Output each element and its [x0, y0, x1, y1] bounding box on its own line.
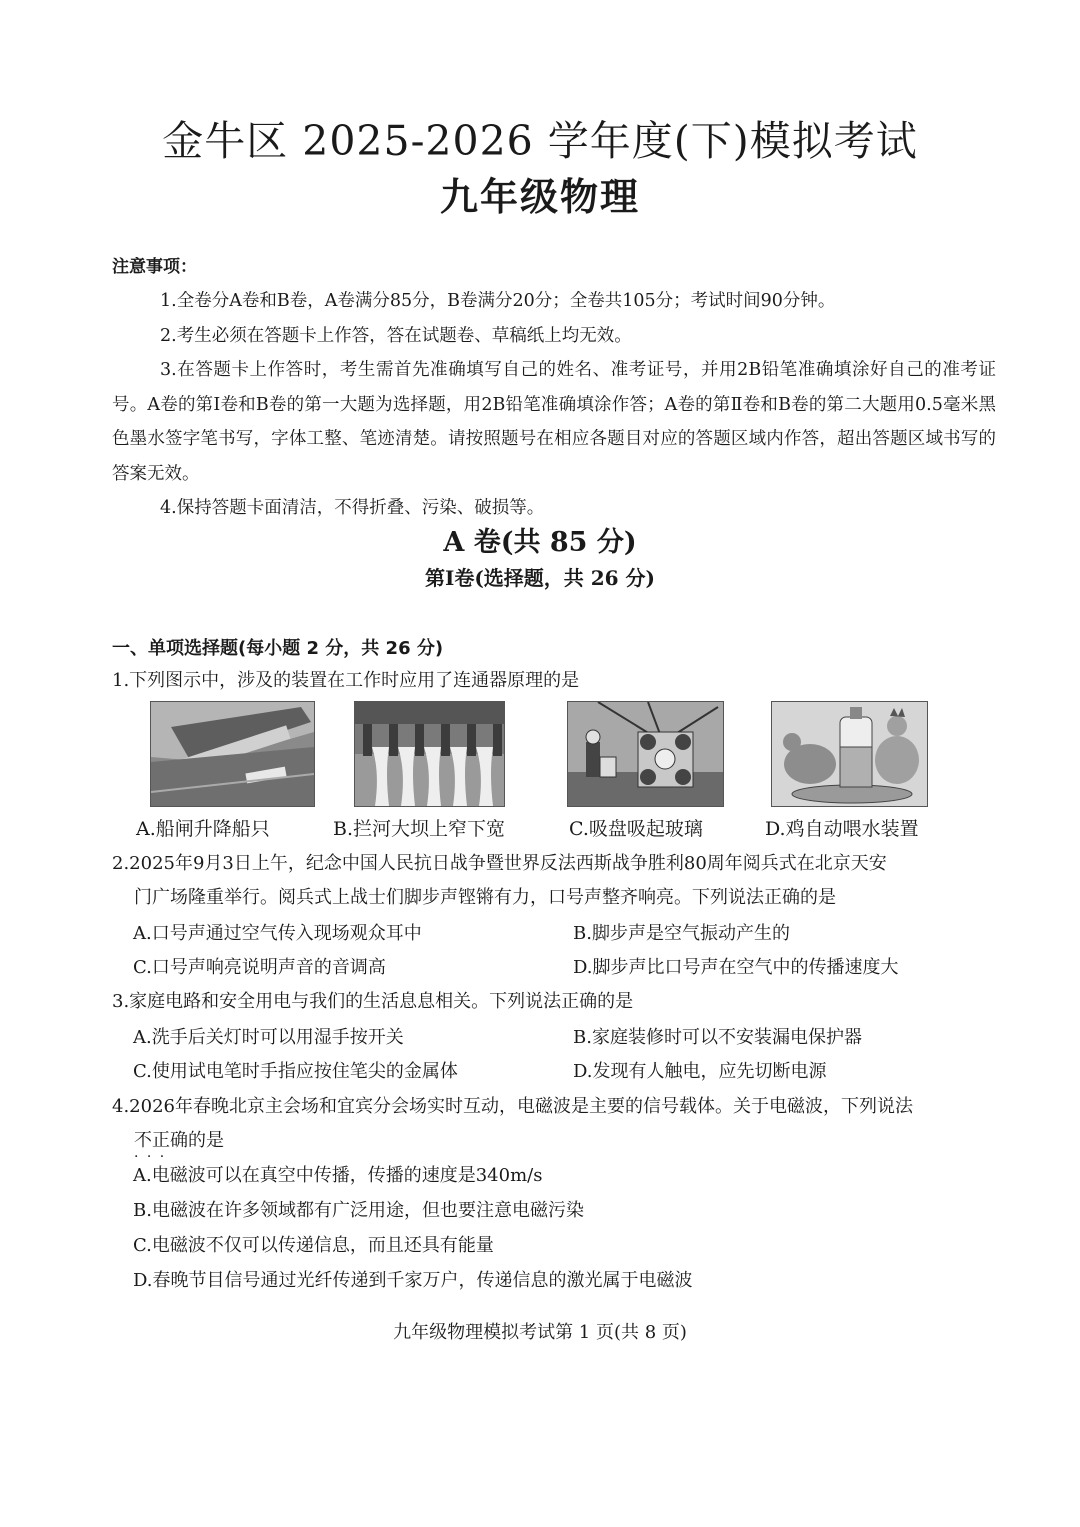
page-footer: 九年级物理模拟考试第 1 页(共 8 页) — [393, 1322, 687, 1343]
note-item: 4.保持答题卡面清洁，不得折叠、污染、破损等。 — [160, 498, 545, 518]
question-1-stem: 1.下列图示中，涉及的装置在工作时应用了连通器原理的是 — [112, 670, 580, 691]
notes-heading: 注意事项： — [112, 257, 197, 277]
q4-option-a: A.电磁波可以在真空中传播，传播的速度是340m/s — [133, 1165, 543, 1186]
question-4-options — [133, 1158, 993, 1298]
question-2-line1: 2.2025年9月3日上午，纪念中国人民抗日战争暨世界反法西斯战争胜利80周年阅兵式在北京天安 — [112, 853, 887, 874]
q2-option-b: B.脚步声是空气振动产生的 — [573, 923, 790, 944]
question-4-tail: 的是 — [188, 1130, 224, 1151]
question-4-stem — [112, 1090, 1002, 1158]
question-2-options — [133, 917, 993, 985]
q2-option-c: C.口号声响亮说明声音的音调高 — [133, 957, 386, 978]
question-4-line1: 4.2026年春晚北京主会场和宜宾分会场实时互动，电磁波是主要的信号载体。关于电磁波，下列说法 — [112, 1096, 913, 1117]
q4-option-d: D.春晚节目信号通过光纤传递到千家万户，传递信息的激光属于电磁波 — [133, 1270, 693, 1291]
notes-list — [112, 284, 996, 526]
part-one-heading: 一、单项选择题(每小题 2 分，共 26 分) — [112, 638, 444, 659]
q1-option-c: C.吸盘吸起玻璃 — [569, 818, 703, 840]
q1-option-b: B.拦河大坝上窄下宽 — [333, 818, 506, 840]
q4-option-b: B.电磁波在许多领域都有广泛用途，但也要注意电磁污染 — [133, 1200, 584, 1221]
q3-option-d: D.发现有人触电，应先切断电源 — [573, 1061, 827, 1082]
q4-option-c: C.电磁波不仅可以传递信息，而且还具有能量 — [133, 1235, 494, 1256]
q1-option-d: D.鸡自动喂水装置 — [765, 818, 919, 840]
exam-title: 金牛区 2025-2026 学年度(下)模拟考试 — [162, 117, 918, 165]
note-item: 2.考生必须在答题卡上作答，答在试题卷、草稿纸上均无效。 — [160, 325, 632, 346]
note-item: 1.全卷分A卷和B卷，A卷满分85分，B卷满分20分；全卷共105分；考试时间90分钟。 — [160, 291, 836, 311]
section-a-title: A 卷(共 85 分) — [443, 527, 637, 558]
q1-option-a: A.船闸升降船只 — [136, 818, 270, 840]
q3-option-b: B.家庭装修时可以不安装漏电保护器 — [573, 1027, 862, 1048]
question-2-line2: 门广场隆重举行。阅兵式上战士们脚步声铿锵有力，口号声整齐响亮。下列说法正确的是 — [134, 887, 836, 908]
question-2-stem — [112, 847, 1002, 915]
exam-subject: 九年级物理 — [439, 174, 640, 219]
question-4-line2 — [112, 1124, 1002, 1158]
question-3-stem: 3.家庭电路和安全用电与我们的生活息息相关。下列说法正确的是 — [112, 991, 634, 1012]
q2-option-d: D.脚步声比口号声在空气中的传播速度大 — [573, 957, 899, 978]
q3-option-c: C.使用试电笔时手指应按住笔尖的金属体 — [133, 1061, 458, 1082]
question-3-options — [133, 1021, 993, 1089]
emphasis-text: 不正确 · · · — [134, 1124, 188, 1158]
suction-cup-image — [567, 701, 724, 807]
dam-image — [354, 701, 505, 807]
q2-option-a: A.口号声通过空气传入现场观众耳中 — [133, 923, 422, 944]
q3-option-a: A.洗手后关灯时可以用湿手按开关 — [133, 1027, 404, 1048]
note-item: 3.在答题卡上作答时，考生需首先准确填写自己的姓名、准考证号，并用2B铅笔准确填涂好自己的准考证号。A卷的第Ⅰ卷和B卷的第一大题为选择题，用2B铅笔准确填涂作答；A卷的第Ⅱ卷和B卷的第二大题用0.5毫米黑色墨水签字笔书写，字体工整、笔迹清楚。请按照题号在相应各题目对应的答题区域内作答，超出答题区域书写的答案无效。 — [112, 360, 996, 484]
section-a-part-title: 第Ⅰ卷(选择题，共 26 分) — [424, 566, 656, 590]
ship-lock-image — [150, 701, 315, 807]
chicken-feeder-image — [771, 701, 928, 807]
